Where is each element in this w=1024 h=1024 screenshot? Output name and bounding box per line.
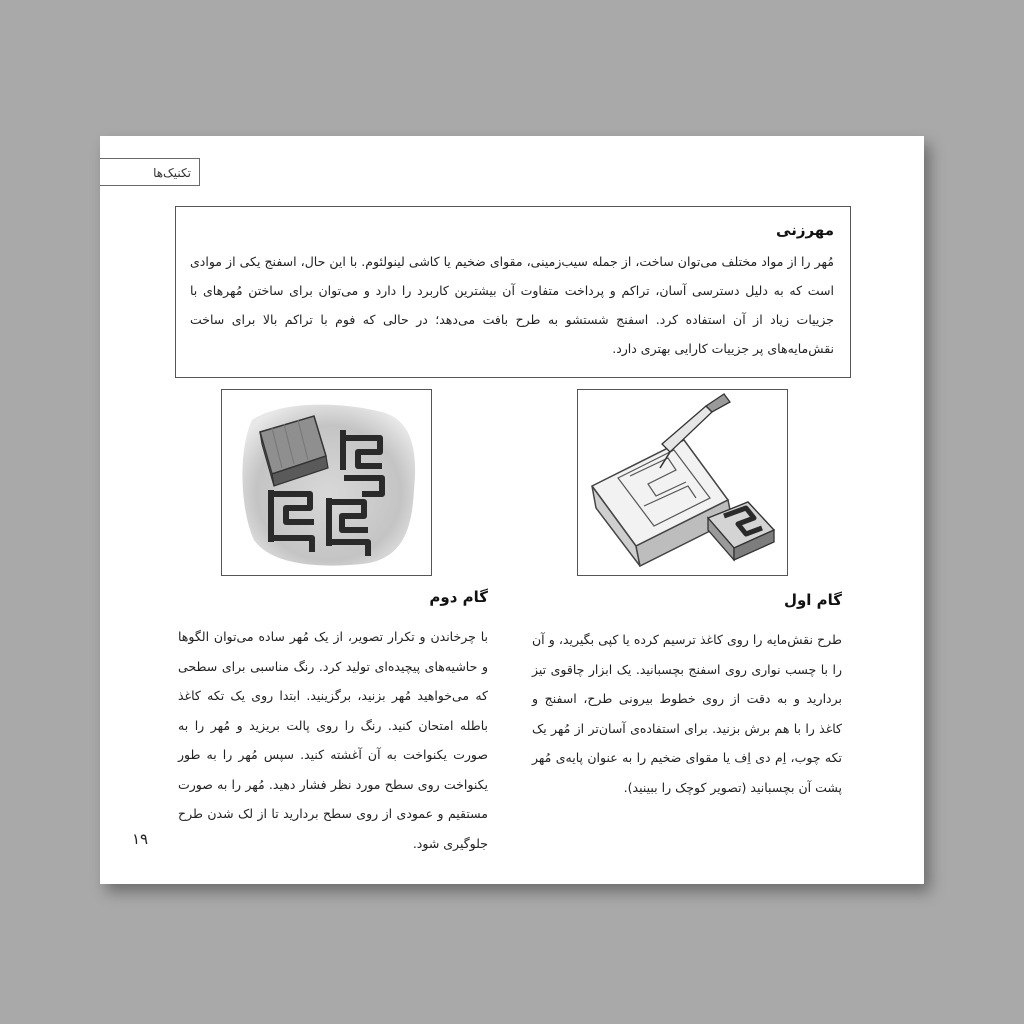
intro-title: مهرزنی [776,221,834,239]
step-one-text: طرح نقش‌مایه را روی کاغذ ترسیم کرده یا کپی بگیرید، و آن را با چسب نواری روی اسفنج بچسبانید. یک ابزار چاقوی تیز بردارید و به دقت از روی خطوط بیرونی طرح، اسفنج و کاغذ را با هم برش بزنید. برای استفاده‌ی آسان‌تر از مُهر یک تکه چوب، اِم دی اِف یا مقوای ضخیم را به عنوان پایه‌ی مُهر پشت آن بچسبانید (تصویر کوچک را ببینید). [532,632,842,795]
step-two [178,588,488,858]
step-one-title: گام اول [783,591,842,609]
stamp-print-illustration-icon [222,390,432,576]
step-two-text: با چرخاندن و تکرار تصویر، از یک مُهر ساده می‌توان الگوها و حاشیه‌های پیچیده‌ای تولید کرد. رنگ مناسبی برای سطحی که می‌خواهید مُهر بزنید، برگزینید. ابتدا روی یک تکه کاغذ باطله امتحان کنید. رنگ را روی پالت بریزید و مُهر را به صورت یکنواخت به آن آغشته کنید. سپس مُهر را به طور یکنواخت روی سطح مورد نظر فشار دهید. مُهر را به صورت مستقیم و عمودی از روی سطح بردارید تا از لک شدن طرح جلوگیری شود. [178,629,488,851]
sponge-cutting-illustration-icon [578,390,788,576]
intro-box [175,206,851,378]
sponge-cutting-figure [577,389,788,576]
step-one [532,591,842,802]
page-number: ۱۹ [132,830,149,848]
chapter-tag: تکنیک‌ها [100,158,200,186]
book-page [100,136,924,884]
step-two-title: گام دوم [429,588,488,606]
stamp-print-figure [221,389,432,576]
intro-text: مُهر را از مواد مختلف می‌توان ساخت، از جمله سیب‌زمینی، مقوای ضخیم یا کاشی لینولئوم. با این حال، اسفنج یکی از موادی است که به دلیل دسترسی آسان، تراکم و پرداخت متفاوت آن بیشترین کاربرد را دارد و می‌توان برای ساختن مُهرهای با جزییات زیاد از آن استفاده کرد. اسفنج شستشو به طرح بافت می‌دهد؛ در حالی که فوم با تراکم بالا برای ساخت نقش‌مایه‌های پر جزییات کارایی بهتری دارد. [190,254,834,356]
